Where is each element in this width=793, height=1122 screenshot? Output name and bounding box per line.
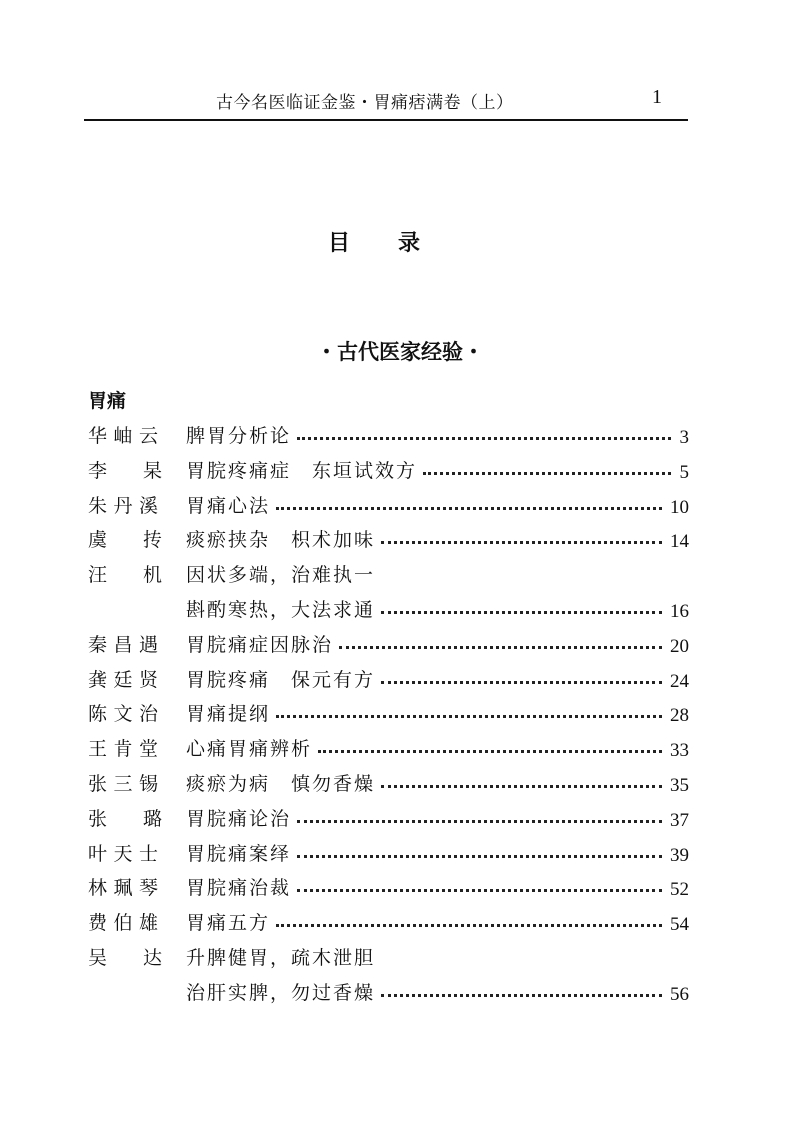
toc-entry-page: 35 (670, 775, 689, 796)
toc-entry (0, 876, 793, 910)
toc-entry (0, 946, 793, 980)
toc-entry-title: 胃脘痛治裁 (186, 877, 292, 900)
toc-entry-author: 林 珮 琴 (88, 877, 158, 900)
toc-entry-author: 王 肯 堂 (88, 738, 158, 761)
toc-entry-leader (276, 924, 662, 927)
toc-entry-title: 斟酌寒热，大法求通 (186, 599, 376, 621)
toc-entry (0, 807, 793, 841)
running-head-title: 古今名医临证金鉴・胃痛痞满卷（上） (216, 93, 514, 113)
toc-entry-author: 朱 丹 溪 (88, 494, 158, 517)
toc-entry-title: 脾胃分析论 (186, 425, 292, 447)
toc-entry-title: 痰瘀挟杂 枳术加味 (186, 529, 376, 552)
toc-entry-leader (423, 472, 671, 475)
header-rule (84, 119, 688, 121)
toc-entry (0, 528, 793, 562)
toc-entry-author: 龚 廷 贤 (88, 668, 158, 691)
toc-entry (0, 424, 793, 458)
toc-entry-title: 胃痛提纲 (186, 703, 271, 726)
toc-entry-leader (339, 646, 662, 649)
toc-entry-page: 33 (670, 740, 689, 762)
toc-entry-author: 汪 机 (88, 564, 162, 587)
toc-entry-page: 37 (670, 809, 689, 831)
toc-entry-leader (276, 715, 662, 718)
toc-entry-title: 胃脘痛症因脉治 (186, 633, 334, 656)
toc-entry (0, 911, 793, 945)
toc-entry (0, 981, 793, 1015)
toc-entry-page: 56 (670, 983, 689, 1005)
toc-entry-title: 胃脘痛案绎 (186, 842, 292, 865)
toc-entry (0, 702, 793, 736)
toc-entry-leader (381, 994, 662, 997)
section-title: ・古代医家经验・ (316, 339, 484, 364)
toc-entry (0, 668, 793, 702)
toc-entry-page: 39 (670, 844, 689, 866)
toc-entry-author: 叶 天 士 (88, 842, 158, 865)
toc-entry-leader (297, 855, 662, 858)
toc-entry-leader (297, 437, 671, 440)
toc-entry (0, 459, 793, 493)
toc-entry-title: 胃痛心法 (186, 494, 271, 517)
toc-entry-author: 华 岫 云 (88, 425, 158, 447)
toc-entry-leader (381, 611, 662, 614)
toc-entry-leader (297, 889, 662, 892)
toc-entry-page: 10 (670, 496, 689, 518)
toc-entry-title: 痰瘀为病 慎勿香燥 (186, 773, 376, 795)
toc-entry (0, 563, 793, 597)
toc-entry-leader (381, 541, 662, 544)
toc-entry (0, 737, 793, 771)
toc-entry-leader (318, 750, 662, 753)
toc-entry-page: 16 (670, 601, 689, 622)
toc-entry-title: 因状多端，治难执一 (186, 564, 376, 587)
toc-entry-leader (297, 820, 662, 823)
toc-entry-leader (381, 681, 662, 684)
toc-entry-title: 胃脘痛论治 (186, 807, 292, 830)
toc-entry-page: 3 (679, 427, 689, 448)
category-heading: 胃痛 (88, 390, 127, 412)
toc-entry-author: 陈 文 治 (88, 703, 158, 726)
toc-entry-author: 费 伯 雄 (88, 912, 158, 935)
toc-entry-author: 张 三 锡 (88, 773, 158, 795)
toc-entry-title: 升脾健胃，疏木泄胆 (186, 947, 376, 969)
toc-entry-page: 52 (670, 879, 689, 901)
toc-entry-page: 5 (679, 461, 689, 483)
toc-entry-page: 14 (670, 531, 689, 553)
toc-entry-author: 秦 昌 遇 (88, 633, 158, 656)
toc-entry-title: 治肝实脾，勿过香燥 (186, 981, 376, 1004)
page-number: 1 (652, 86, 662, 108)
toc-entry-title: 胃痛五方 (186, 912, 271, 935)
toc-entry-title: 胃脘疼痛 保元有方 (186, 668, 376, 691)
toc-entry-page: 54 (670, 914, 689, 936)
toc-entry-title: 胃脘疼痛症 东垣试效方 (186, 459, 418, 482)
toc-entry (0, 494, 793, 528)
toc-entry-author: 李 杲 (88, 459, 162, 482)
toc-entry-leader (276, 507, 662, 510)
toc-entry-author: 吴 达 (88, 947, 162, 969)
toc-entry-author: 张 璐 (88, 807, 162, 830)
toc-entry-page: 28 (670, 705, 689, 727)
toc-entry (0, 842, 793, 876)
toc-entry-title: 心痛胃痛辨析 (186, 738, 313, 761)
toc-entry (0, 598, 793, 632)
toc-entry-page: 24 (670, 670, 689, 692)
toc-entry (0, 633, 793, 667)
toc-entry (0, 772, 793, 806)
toc-entry-leader (381, 785, 662, 788)
toc-entry-page: 20 (670, 635, 689, 657)
toc-title: 目录 (328, 231, 469, 256)
toc-entry-author: 虞 抟 (88, 529, 162, 552)
